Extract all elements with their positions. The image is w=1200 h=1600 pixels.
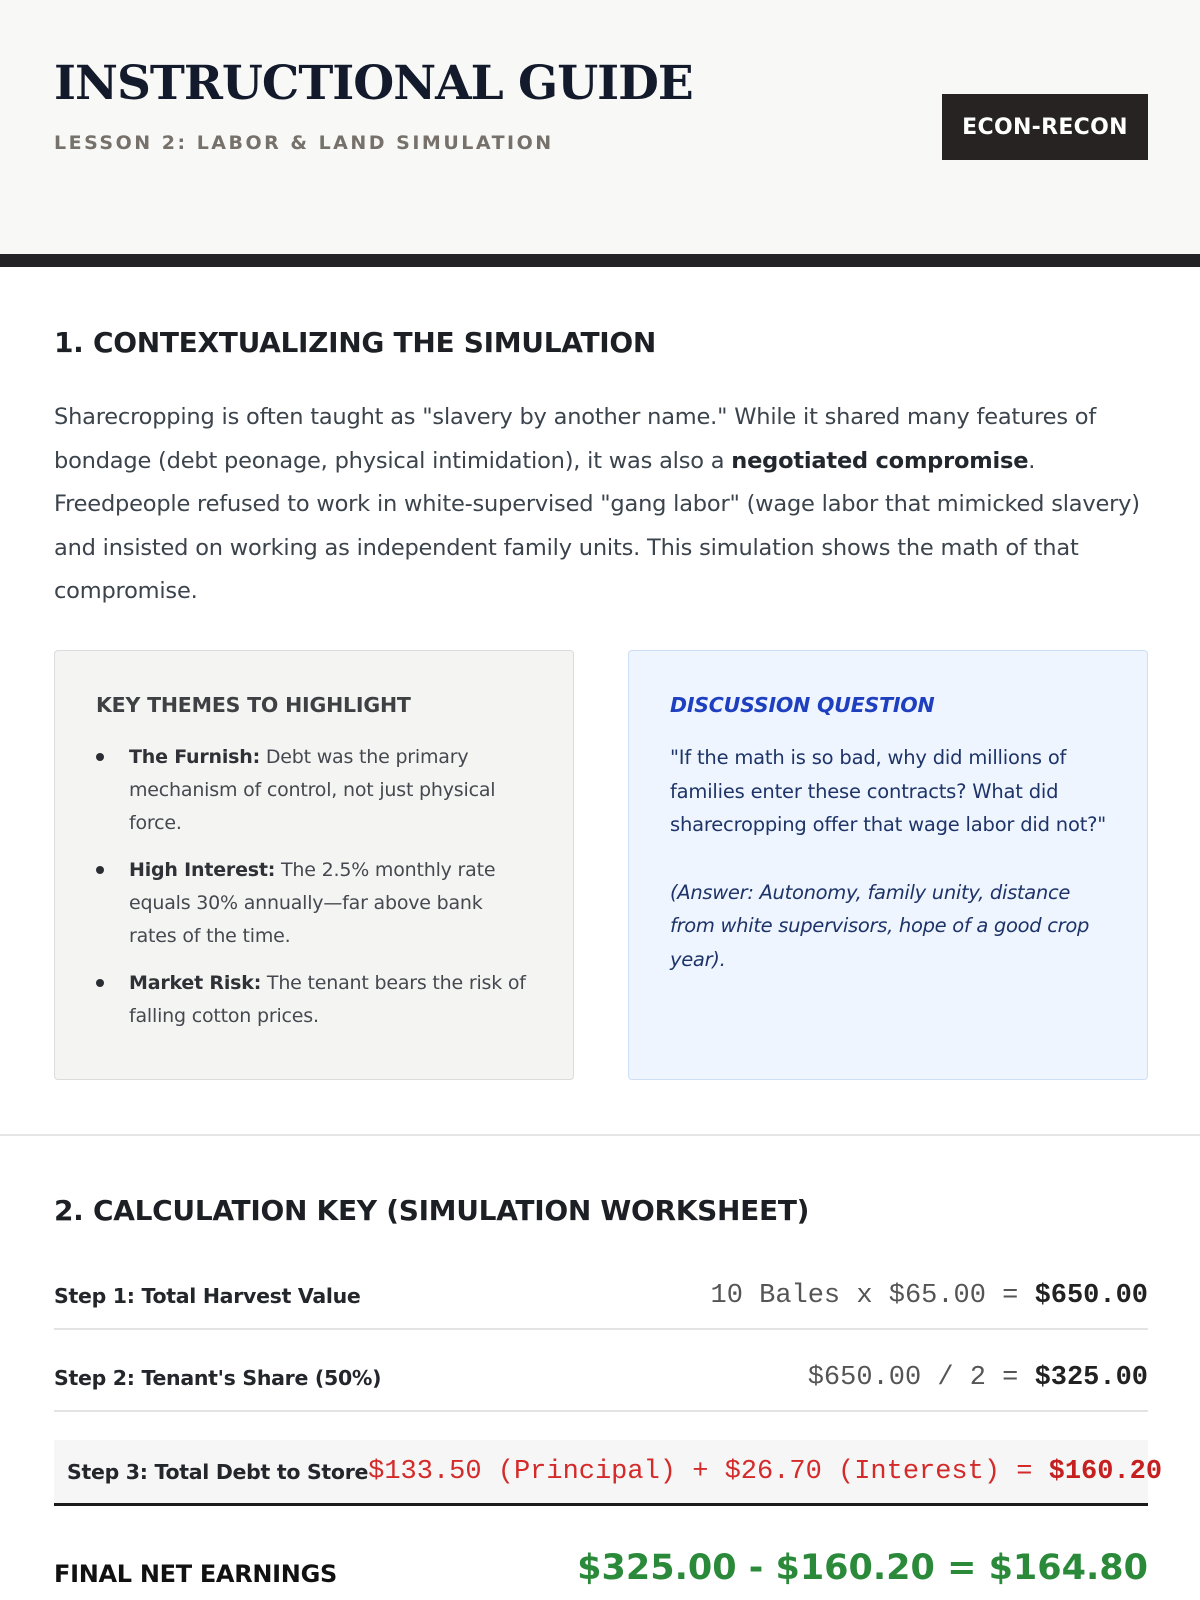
discussion-question-card — [628, 650, 1148, 1080]
lesson-subtitle: LESSON 2: LABOR & LAND SIMULATION — [54, 132, 554, 154]
discussion-answer-text: (Answer: Autonomy, family unity, distance from white supervisors, hope of a good crop year). — [670, 880, 1090, 971]
calc-step-formula — [711, 1281, 1148, 1311]
key-themes-card — [54, 650, 574, 1080]
discussion-question-title: DISCUSSION QUESTION — [670, 693, 935, 717]
theme-text: The tenant bears the risk of falling cotton prices. — [129, 972, 526, 1027]
calc-step-formula — [368, 1457, 1162, 1487]
calc-step-label: Step 1: Total Harvest Value — [54, 1284, 361, 1308]
formula-expression: $133.50 (Principal) + $26.70 (Interest) = — [368, 1456, 1049, 1487]
section-1-title: 1. CONTEXTUALIZING THE SIMULATION — [54, 326, 657, 359]
discussion-question-text: "If the math is so bad, why did millions of families enter these contracts? What did sharecropping offer that wage labor did not?" — [670, 746, 1107, 836]
bullet-icon — [96, 866, 104, 874]
calc-step-label: Step 2: Tenant's Share (50%) — [54, 1366, 382, 1390]
formula-result: $160.20 — [1048, 1456, 1163, 1487]
theme-lead: The Furnish: — [129, 746, 260, 768]
theme-item — [96, 741, 533, 840]
calc-step-row — [54, 1264, 1148, 1330]
section-2-title: 2. CALCULATION KEY (SIMULATION WORKSHEET) — [54, 1194, 810, 1227]
intro-emphasis: negotiated compromise — [731, 447, 1029, 474]
final-net-earnings-formula: $325.00 - $160.20 = $164.80 — [577, 1548, 1148, 1588]
theme-lead: Market Risk: — [129, 972, 262, 994]
intro-paragraph — [54, 396, 1154, 614]
formula-result: $325.00 — [1034, 1363, 1148, 1393]
theme-text: The 2.5% monthly rate equals 30% annually—far above bank rates of the time. — [129, 859, 496, 947]
theme-text: Debt was the primary mechanism of control, not just physical force. — [129, 746, 496, 834]
page-title: INSTRUCTIONAL GUIDE — [54, 56, 693, 111]
final-net-earnings-label: FINAL NET EARNINGS — [54, 1560, 337, 1588]
calc-step-label: Step 3: Total Debt to Store — [67, 1459, 369, 1484]
key-themes-title: KEY THEMES TO HIGHLIGHT — [96, 693, 411, 717]
theme-item — [96, 967, 533, 1033]
calc-step-row-debt — [54, 1440, 1163, 1506]
bullet-icon — [96, 979, 104, 987]
intro-text-end: . Freedpeople refused to work in white-supervised "gang labor" (wage labor that mimicked slavery) and insisted on working as independent family units. This simulation shows the math of that compromise. — [54, 447, 1140, 604]
header-divider — [0, 254, 1200, 267]
formula-expression: 10 Bales x $65.00 = — [710, 1281, 1035, 1311]
formula-result: $650.00 — [1034, 1281, 1148, 1311]
calc-step-row — [54, 1346, 1148, 1412]
formula-expression: $650.00 / 2 = — [807, 1363, 1035, 1393]
theme-item — [96, 854, 533, 953]
bullet-icon — [96, 753, 104, 761]
brand-badge: ECON-RECON — [942, 94, 1148, 160]
page-header — [0, 0, 1200, 254]
final-net-earnings-row — [54, 1548, 1148, 1588]
calc-step-formula — [808, 1363, 1148, 1393]
key-themes-list — [96, 741, 533, 1033]
theme-lead: High Interest: — [129, 859, 276, 881]
section-divider — [0, 1134, 1200, 1136]
intro-text-start: Sharecropping is often taught as "slavery by another name." While it shared many features of bondage (debt peonage, physical intimidation), it was also a — [54, 404, 1097, 474]
